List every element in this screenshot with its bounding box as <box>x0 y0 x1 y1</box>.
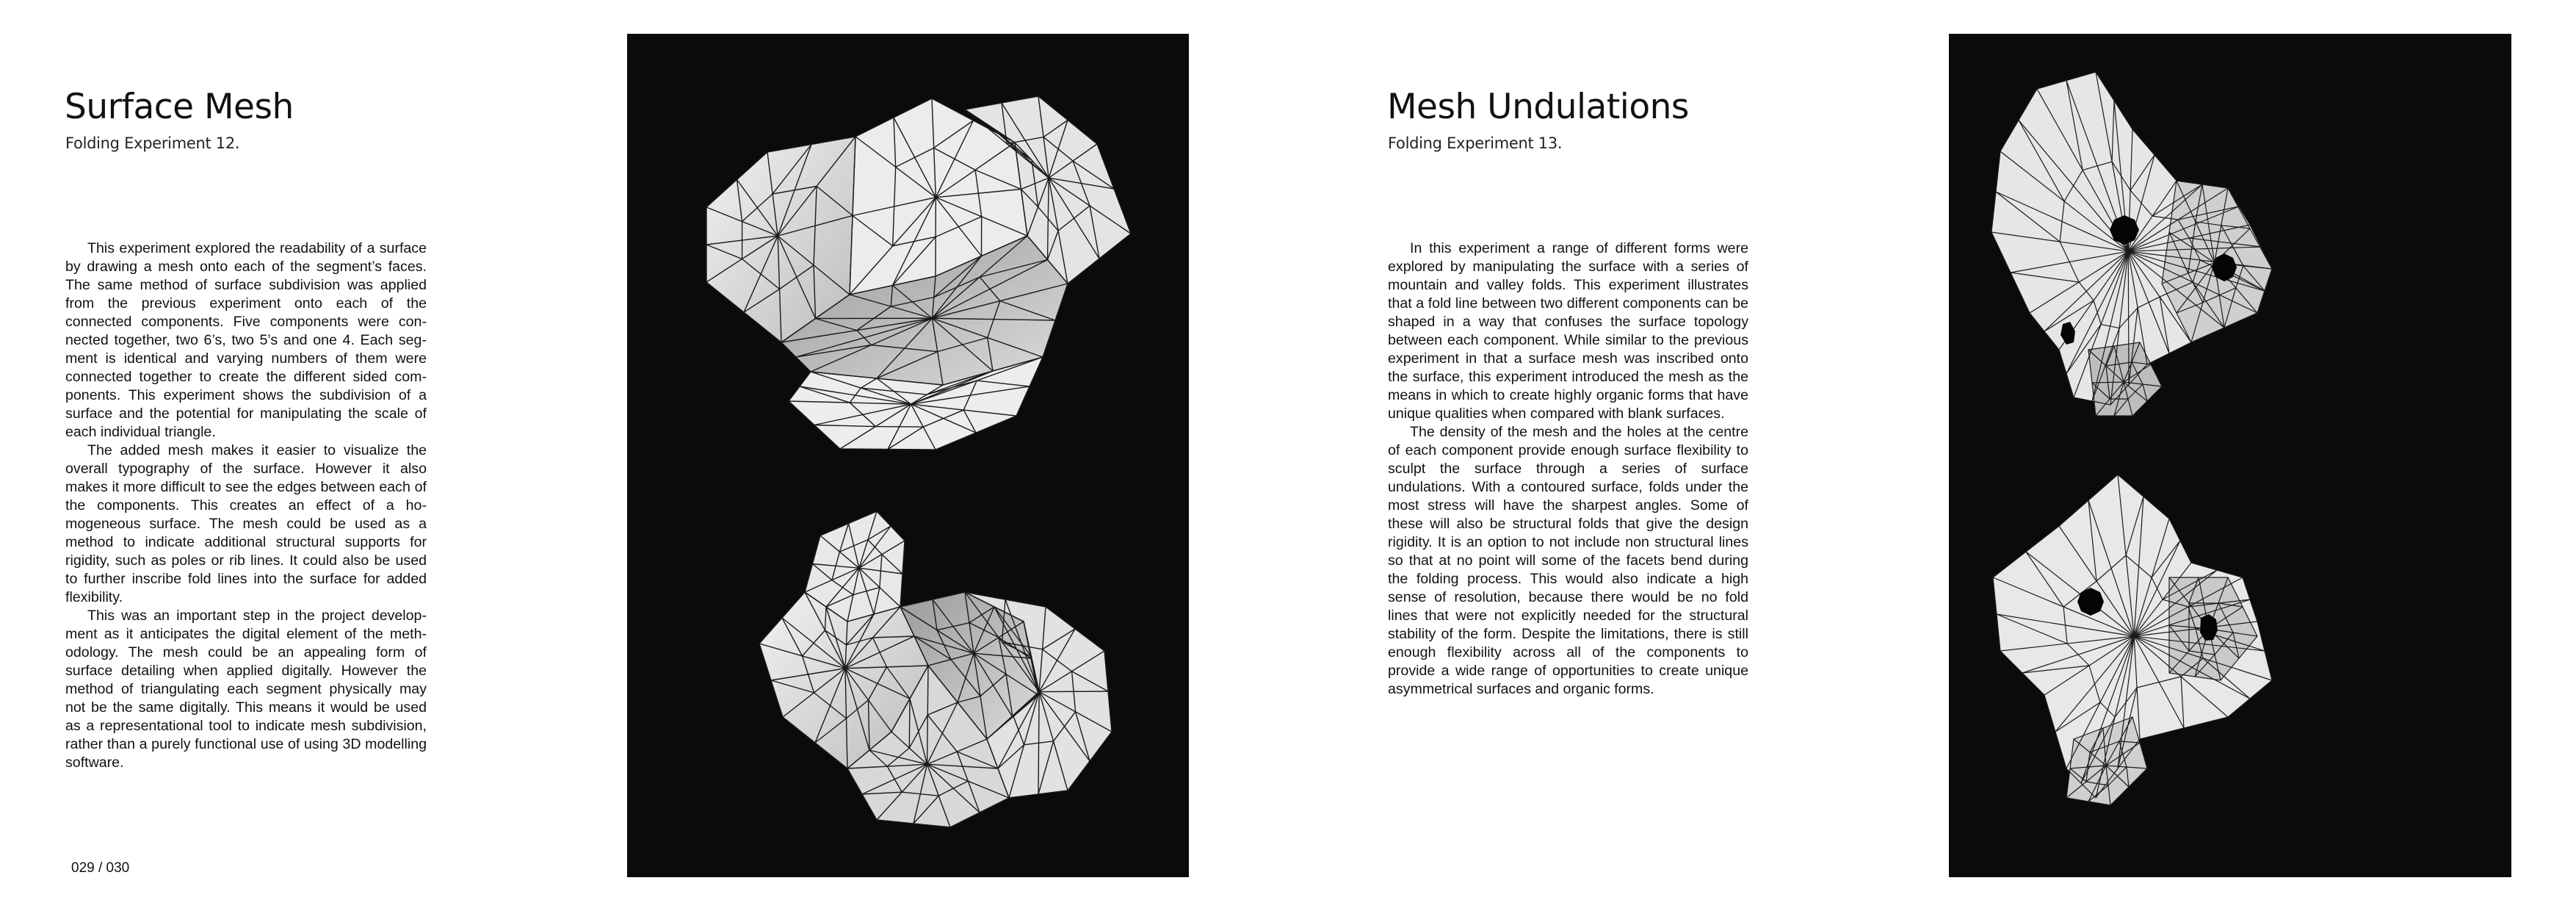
hole-icon <box>2110 215 2139 245</box>
mesh-line <box>909 699 910 748</box>
folded-paper-undulation-illustration <box>1949 34 2511 877</box>
body-text-mesh-undulations <box>1388 240 1748 699</box>
paragraph: In this experiment a range of different forms were explored by manipulating the surface with a series of mountain and valley folds. This experiment illustrates that a fold line between two different components can be shaped in a way that confuses the surface topology between each component. While similar to the previous experiment in that a surface mesh was inscribed onto the surface, this experiment introduced the mesh as the means in which to create highly organic forms that have unique qualities when compared with blank surfaces. <box>1388 240 1748 422</box>
model-top <box>1991 72 2272 416</box>
paragraph: This was an important step in the project development as it anticipates the digital element of the methodology. The mesh could be an appealing form of surface detailing when applied digitally. However the method of triangulating each segment physically may not be the same digitally. This means it would be used as a representational tool to indicate mesh subdivision, rather than a purely functional use of using 3D modelling software. <box>65 608 427 771</box>
folded-paper-mesh-illustration <box>627 34 1189 877</box>
mesh-line <box>875 427 923 428</box>
page-subtitle-experiment-12: Folding Experiment 12. <box>65 134 240 152</box>
paragraph: This experiment explored the readability of a surface by drawing a mesh onto each of the segment’s faces. The same method of surface subdivision was applied from the previous experiment onto each of the connected components. Five components were connected together, two 6’s, two 5’s and one 4. Each segment is identical and varying numbers of them were connected together to create the different sided components. This experiment shows the subdivision of a surface and the potential for manipulating the scale of each individual triangle. <box>65 240 427 440</box>
body-text-surface-mesh <box>65 240 427 772</box>
model-bottom <box>759 511 1112 827</box>
paragraph: The density of the mesh and the holes at the centre of each component provide enough surface flexibility to sculpt the surface through a series of surface undulations. With a contoured surface, folds under the most stress will have the sharpest angles. Some of these will also be structural folds that give the design rigidity. It is an option to not include non structural lines so that at no point will some of the facets bend during the folding process. This would also indicate a high sense of resolution, because there would be no fold lines that were not explicitly needed for the structural stability of the form. Despite the limitations, there is still enough flexibility across all of the components to provide a wide range of opportunities to create unique asymmetrical surfaces and organic forms. <box>1388 424 1748 697</box>
paragraph: The added mesh makes it easier to visualize the overall typography of the surface. However it also makes it more difficult to see the edges between each of the components. This creates an effect of a homogeneous surface. The mesh could be used as a method to indicate additional structural supports for rigidity, such as poles or rib lines. It could also be used to further inscribe fold lines into the surface for added flexibility. <box>65 442 427 605</box>
page-title-surface-mesh: Surface Mesh <box>65 87 294 127</box>
model-top <box>706 96 1131 450</box>
photo-surface-mesh-models <box>627 34 1189 877</box>
page-title-mesh-undulations: Mesh Undulations <box>1387 87 1689 127</box>
page-number: 029 / 030 <box>71 860 130 876</box>
photo-mesh-undulations-models <box>1949 34 2511 877</box>
page-subtitle-experiment-13: Folding Experiment 13. <box>1388 134 1563 152</box>
